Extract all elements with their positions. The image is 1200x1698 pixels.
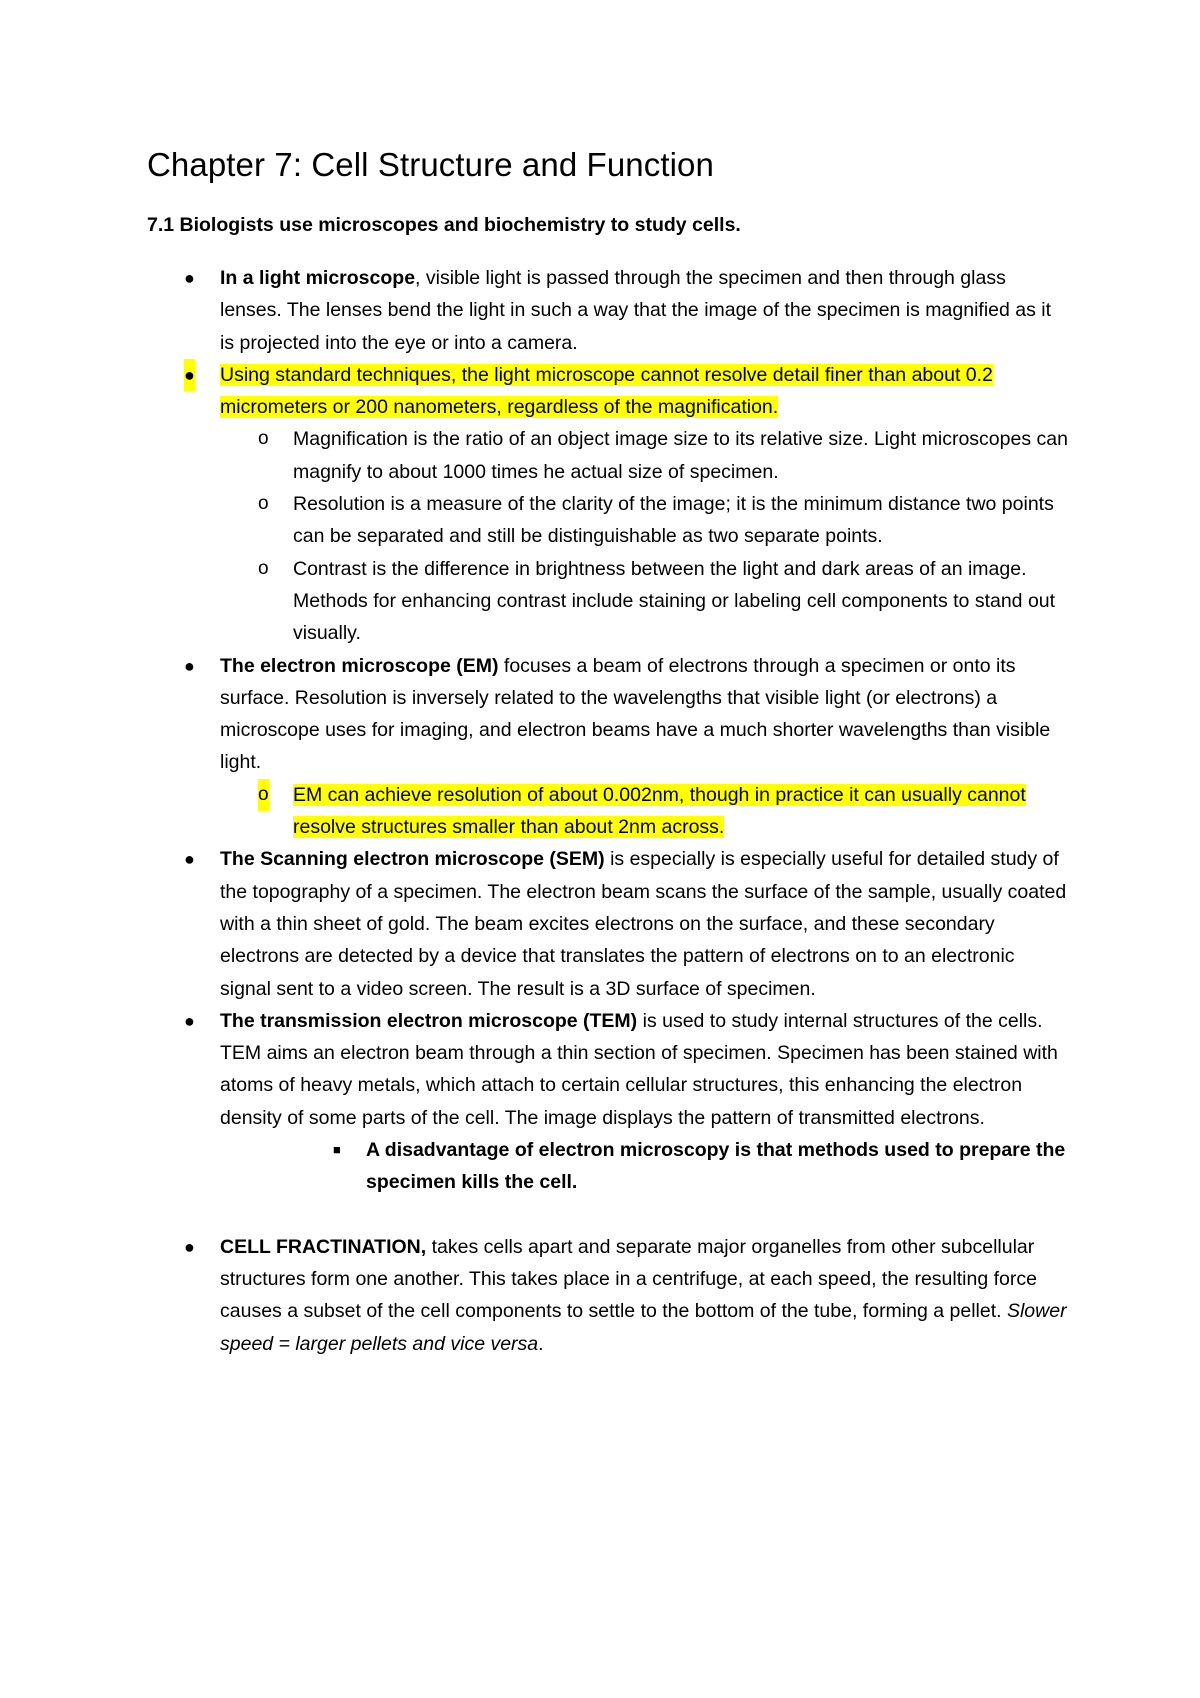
list-item-text: Resolution is a measure of the clarity of the image; it is the minimum distance two points can be separated and still be distinguishable as two separate points. (293, 493, 1054, 548)
list-item-text (293, 779, 1078, 844)
list-item-sem (0, 843, 1070, 1004)
section-heading: 7.1 Biologists use microscopes and biochemistry to study cells. (147, 214, 741, 236)
highlighted-text: Using standard techniques, the light microscope cannot resolve detail finer than about 0.2 micrometers or 200 nanometers, regardless of the magnification. (220, 363, 993, 419)
list-item-text (220, 843, 1070, 1004)
bullet-dot-icon: ● (184, 1010, 195, 1031)
paragraph-spacer (0, 1199, 1200, 1231)
list-item-text (220, 1005, 1070, 1134)
page-title: Chapter 7: Cell Structure and Function (147, 146, 714, 183)
highlighted-text: EM can achieve resolution of about 0.002nm, though in practice it can usually cannot resolve structures smaller than about 2nm across. (293, 783, 1026, 839)
item-body: , visible light is passed through the specimen and then through glass lenses. The lenses bend the light in such a way that the image of the specimen is magnified as it is projected into the eye or into a camera. (220, 267, 1052, 354)
list-item-text: Contrast is the difference in brightness between the light and dark areas of an image. Methods for enhancing contrast include staining or labeling cell components to stand out visually. (293, 557, 1056, 645)
bullet-circle-icon: o (258, 493, 269, 515)
list-item-light-microscope (0, 262, 1070, 359)
bullet-dot-icon: ● (184, 849, 195, 870)
item-bold-lead: In a light microscope (220, 267, 416, 289)
list-item-cell-fractionation (0, 1231, 1070, 1360)
item-body: is used to study internal structures of the cells. TEM aims an electron beam through a thin section of specimen. Specimen has been stained with atoms of heavy metals, which attach to certain cellular structures, this enhancing the electron density of some parts of the cell. The image displays the pattern of transmitted electrons. (220, 1009, 1058, 1129)
list-item-em-resolution (0, 779, 1078, 844)
list-item-text: Magnification is the ratio of an object image size to its relative size. Light microscopes can magnify to about 1000 times he actual size of specimen. (293, 428, 1068, 483)
list-item-resolution-limit (0, 359, 1070, 424)
item-bold-lead: The electron microscope (EM) (220, 654, 499, 677)
bullet-circle-icon: o (258, 779, 269, 811)
item-body: is especially is especially useful for detailed study of the topography of a specimen. The electron beam scans the surface of the sample, usually coated with a thin sheet of gold. The beam excites electrons on the surface, and these secondary electrons are detected by a device that translates the pattern of electrons on to an electronic signal sent to a video screen. The result is a 3D surface of specimen. (220, 848, 1067, 1000)
list-item-tem (0, 1005, 1070, 1134)
bullet-dot-icon: ● (184, 1236, 195, 1257)
bullet-dot-icon: ● (184, 359, 195, 391)
bullet-circle-icon: o (258, 428, 269, 450)
list-item-text: A disadvantage of electron microscopy is that methods used to prepare the specimen kills the cell. (366, 1139, 1066, 1194)
bullet-dot-icon: ● (184, 268, 195, 288)
list-item-contrast (0, 553, 1078, 650)
list-item-text (220, 262, 1070, 359)
list-item-resolution (0, 488, 1078, 553)
list-item-text (220, 359, 1070, 424)
item-italic-note: Slower speed = larger pellets and vice versa (220, 1300, 1067, 1355)
item-tail: . (538, 1332, 544, 1355)
list-item-text (220, 1231, 1070, 1360)
bullet-dot-icon: ● (184, 655, 195, 676)
list-item-em-disadvantage (0, 1134, 1066, 1199)
item-bold-lead: The Scanning electron microscope (SEM) (220, 848, 605, 871)
item-body: takes cells apart and separate major organelles from other subcellular structures form one another. This takes place in a centrifuge, at each speed, the resulting force causes a subset of the cell components to settle to the bottom of the tube, forming a pellet. (220, 1235, 1037, 1323)
list-item-electron-microscope (0, 650, 1070, 779)
item-bold-lead: The transmission electron microscope (TEM) (220, 1009, 638, 1032)
notes-list (0, 262, 1200, 1360)
bullet-square-icon: ■ (333, 1142, 341, 1158)
list-item-text (220, 650, 1070, 779)
item-bold-lead: CELL FRACTINATION, (220, 1235, 427, 1258)
list-item-magnification (0, 423, 1078, 488)
item-body: focuses a beam of electrons through a specimen or onto its surface. Resolution is inversely related to the wavelengths that visible light (or electrons) a microscope uses for imaging, and electron beams have a much shorter wavelengths than visible light. (220, 654, 1051, 774)
bullet-circle-icon: o (258, 557, 269, 579)
